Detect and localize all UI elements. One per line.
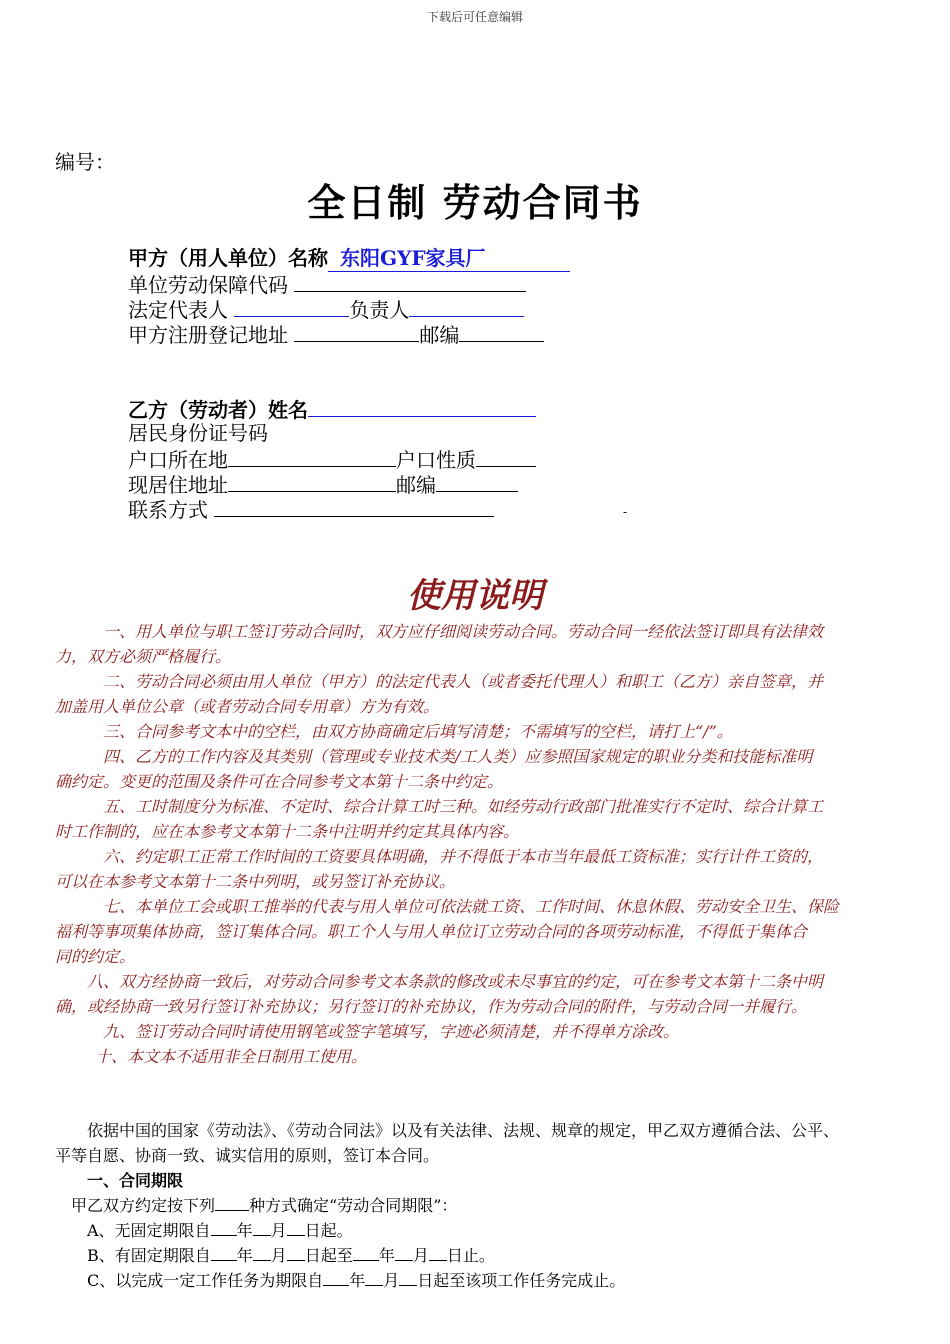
party-a-postcode-field[interactable] — [459, 321, 544, 342]
option-c-year-field[interactable] — [323, 1269, 349, 1286]
option-b-start-month-field[interactable] — [253, 1244, 271, 1261]
party-a-name-row — [128, 246, 570, 272]
instruction-line: 五、工时制度分为标准、不定时、综合计算工时三种。如经劳动行政部门批准实行不定时、综合计算工 — [103, 797, 824, 816]
party-a-person-in-charge-field[interactable] — [409, 296, 524, 317]
option-a-text: A、无固定期限自 — [87, 1221, 211, 1240]
option-b-text: B、有固定期限自 — [87, 1246, 211, 1265]
year-label: 年 — [236, 1246, 253, 1265]
party-b-name-row — [128, 396, 536, 423]
term-option-a — [55, 1218, 910, 1243]
instruction-line: 九、签订劳动合同时请使用钢笔或签字笔填写，字迹必须清楚，并不得单方涂改。 — [103, 1022, 680, 1041]
option-a-year-field[interactable] — [211, 1219, 237, 1236]
instruction-line: 同的约定。 — [55, 947, 136, 966]
contract-body — [55, 1118, 910, 1293]
doc-number-label: 编号： — [55, 150, 115, 174]
month-label: 月 — [270, 1246, 287, 1265]
instruction-line: 八、双方经协商一致后，对劳动合同参考文本条款的修改或未尽事宜的约定，可在参考文本第十二条中明 — [87, 972, 824, 991]
instructions-title: 使用说明 — [407, 576, 543, 616]
party-a-code-field[interactable] — [294, 271, 526, 292]
party-a-address-label: 甲方注册登记地址 — [128, 323, 288, 347]
preamble-line-1: 依据中国的国家《劳动法》、《劳动合同法》以及有关法律、法规、规章的规定，甲乙双方遵循合法、公平、 — [87, 1121, 840, 1140]
month-label: 月 — [383, 1271, 400, 1290]
instructions-list — [55, 619, 900, 1069]
party-b-hukou-type-field[interactable] — [476, 446, 536, 467]
stray-dash-mark: - — [623, 505, 628, 519]
instruction-line: 三、合同参考文本中的空栏，由双方协商确定后填写清楚；不需填写的空栏，请打上“/”。 — [103, 722, 733, 741]
party-a-legal-rep-label: 法定代表人 — [128, 298, 228, 322]
instruction-line: 七、本单位工会或职工推举的代表与用人单位可依法就工资、工作时间、休息休假、劳动安全卫生、保险 — [103, 897, 840, 916]
instruction-line: 确约定。变更的范围及条件可在合同参考文本第十二条中约定。 — [55, 772, 504, 791]
instruction-line: 十、本文本不适用非全日制用工使用。 — [95, 1047, 368, 1066]
term-intro-text-a: 甲乙双方约定按下列 — [71, 1196, 216, 1215]
party-b-hukou-row — [128, 446, 536, 473]
option-a-day-field[interactable] — [287, 1219, 305, 1236]
option-b-end-year-field[interactable] — [353, 1244, 379, 1261]
option-c-end-text: 日起至该项工作任务完成止。 — [417, 1271, 626, 1290]
instruction-line: 一、用人单位与职工签订劳动合同时，双方应仔细阅读劳动合同。劳动合同一经依法签订即具有法律效 — [103, 622, 824, 641]
year-label: 年 — [236, 1221, 253, 1240]
party-b-current-address-field[interactable] — [228, 471, 396, 492]
option-b-end-month-field[interactable] — [395, 1244, 413, 1261]
day-end-label: 日止。 — [446, 1246, 495, 1265]
party-a-person-in-charge-label: 负责人 — [349, 298, 410, 322]
term-intro-text-b: 种方式确定“劳动合同期限”： — [249, 1196, 458, 1215]
party-b-contact-label: 联系方式 — [128, 498, 208, 522]
option-b-end-day-field[interactable] — [429, 1244, 447, 1261]
party-b-current-address-row — [128, 471, 518, 498]
month-label: 月 — [412, 1246, 429, 1265]
instruction-line: 力，双方必须严格履行。 — [55, 647, 232, 666]
page-title: 全日制 劳动合同书 — [307, 181, 643, 225]
option-c-text: C、以完成一定工作任务为期限自 — [87, 1271, 324, 1290]
instruction-line: 时工作制的，应在本参考文本第十二条中注明并约定其具体内容。 — [55, 822, 520, 841]
party-b-id-label: 居民身份证号码 — [128, 421, 268, 445]
instruction-line: 福利等事项集体协商，签订集体合同。职工个人与用人单位订立劳动合同的各项劳动标准，不得低于集体合 — [55, 922, 808, 941]
party-a-code-label: 单位劳动保障代码 — [128, 273, 288, 297]
party-b-id-row — [128, 421, 268, 446]
day-label: 日起。 — [304, 1221, 353, 1240]
option-c-month-field[interactable] — [365, 1269, 383, 1286]
header-note: 下载后可任意编辑 — [426, 10, 523, 24]
party-b-postcode-label: 邮编 — [396, 473, 436, 497]
party-b-hukou-type-label: 户口性质 — [396, 448, 476, 472]
party-b-name-field[interactable] — [308, 396, 536, 417]
party-a-code-row — [128, 271, 526, 298]
party-b-name-label: 乙方（劳动者）姓名 — [128, 398, 308, 422]
option-c-day-field[interactable] — [399, 1269, 417, 1286]
party-a-legal-rep-field[interactable] — [234, 296, 349, 317]
party-a-address-field[interactable] — [294, 321, 419, 342]
term-option-c — [55, 1268, 910, 1293]
party-a-address-row — [128, 321, 544, 348]
instruction-line: 确，或经协商一致另行签订补充协议；另行签订的补充协议，作为劳动合同的附件，与劳动合同一并履行。 — [55, 997, 808, 1016]
term-intro — [55, 1193, 910, 1218]
party-b-contact-field[interactable] — [214, 496, 494, 517]
instruction-line: 二、劳动合同必须由用人单位（甲方）的法定代表人（或者委托代理人）和职工（乙方）亲自签章，并 — [103, 672, 824, 691]
option-b-start-year-field[interactable] — [211, 1244, 237, 1261]
section-1-title: 一、合同期限 — [87, 1171, 184, 1190]
party-a-name-label: 甲方（用人单位）名称 — [128, 246, 328, 270]
option-b-start-day-field[interactable] — [287, 1244, 305, 1261]
party-a-rep-row — [128, 296, 524, 323]
term-option-b — [55, 1243, 910, 1268]
party-a-postcode-label: 邮编 — [419, 323, 460, 347]
preamble-line-2: 平等自愿、协商一致、诚实信用的原则，签订本合同。 — [55, 1146, 440, 1165]
instruction-line: 可以在本参考文本第十二条中列明，或另签订补充协议。 — [55, 872, 456, 891]
year-label: 年 — [349, 1271, 366, 1290]
term-method-field[interactable] — [215, 1194, 249, 1211]
instruction-line: 六、约定职工正常工作时间的工资要具体明确，并不得低于本市当年最低工资标准；实行计件工资的， — [103, 847, 824, 866]
party-b-hukou-location-field[interactable] — [228, 446, 396, 467]
day-to-label: 日起至 — [304, 1246, 353, 1265]
party-a-name-value[interactable]: 东阳GYF家具厂 — [328, 246, 570, 272]
instruction-line: 四、乙方的工作内容及其类别（管理或专业技术类/工人类）应参照国家规定的职业分类和技能标准明 — [103, 747, 813, 766]
month-label: 月 — [270, 1221, 287, 1240]
party-b-postcode-field[interactable] — [436, 471, 518, 492]
option-a-month-field[interactable] — [253, 1219, 271, 1236]
party-b-hukou-location-label: 户口所在地 — [128, 448, 228, 472]
year-label: 年 — [378, 1246, 395, 1265]
instruction-line: 加盖用人单位公章（或者劳动合同专用章）方为有效。 — [55, 697, 440, 716]
party-b-contact-row — [128, 496, 494, 523]
party-b-current-address-label: 现居住地址 — [128, 473, 228, 497]
